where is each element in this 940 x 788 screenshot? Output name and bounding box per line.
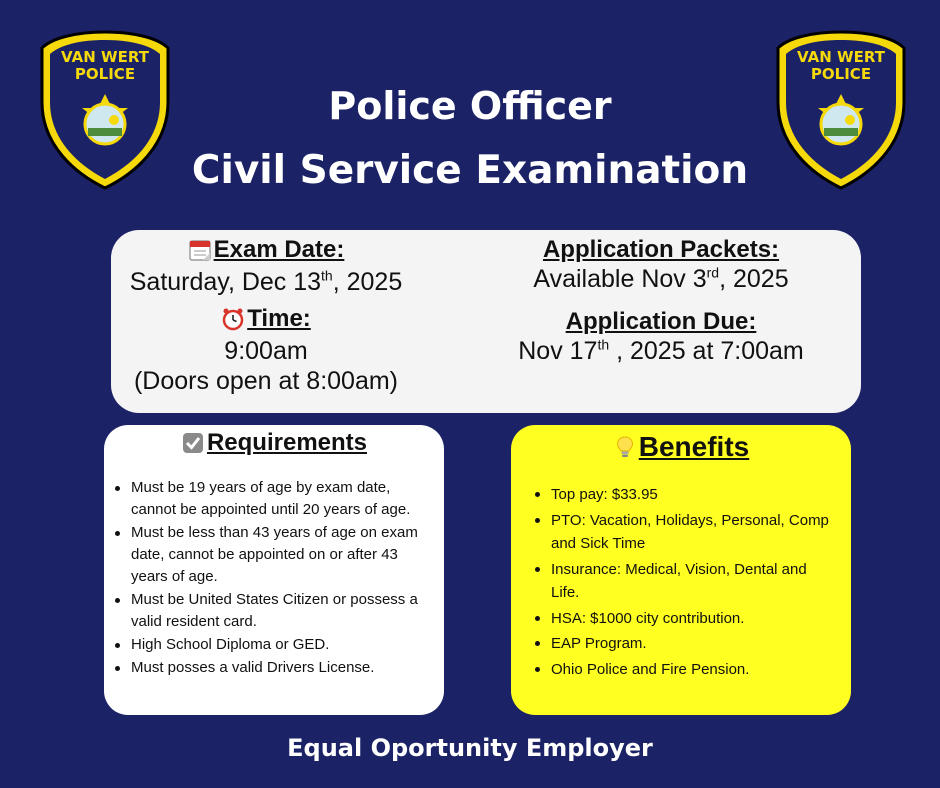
page-title-line1: Police Officer	[328, 84, 612, 128]
alarm-clock-icon	[221, 307, 245, 331]
time-header	[221, 305, 311, 333]
time-label: Time:	[247, 305, 311, 332]
doors-open-note: (Doors open at 8:00am)	[133, 367, 399, 395]
list-item: Must be 19 years of age by exam date, cannot be appointed until 20 years of age.	[131, 477, 420, 521]
checkbox-icon	[181, 431, 205, 455]
list-item: PTO: Vacation, Holidays, Personal, Comp and Sick Time	[551, 509, 831, 556]
page-title-line2: Civil Service Examination	[191, 148, 749, 193]
list-item: Ohio Police and Fire Pension.	[551, 658, 831, 682]
application-due-header: Application Due:	[565, 308, 757, 335]
lightbulb-icon	[613, 435, 637, 459]
footer-text: Equal Oportunity Employer	[287, 734, 653, 762]
application-due-value: Nov 17th , 2025 at 7:00am	[518, 336, 804, 365]
list-item: Must be United States Citizen or possess a valid resident card.	[131, 589, 420, 633]
application-packets-header: Application Packets:	[542, 236, 780, 263]
list-item: EAP Program.	[551, 632, 831, 656]
benefits-list	[551, 483, 831, 681]
application-packets-value: Available Nov 3rd, 2025	[533, 264, 789, 293]
list-item: High School Diploma or GED.	[131, 634, 420, 656]
exam-date-header	[188, 236, 345, 264]
badge-text-bottom: POLICE	[810, 65, 872, 83]
time-value: 9:00am	[224, 337, 308, 365]
requirements-title: Requirements	[104, 429, 444, 457]
list-item: HSA: $1000 city contribution.	[551, 607, 831, 631]
badge-text-top: VAN WERT	[797, 48, 885, 66]
list-item: Top pay: $33.95	[551, 483, 831, 507]
calendar-icon	[188, 238, 212, 262]
exam-info-card	[111, 230, 861, 413]
benefits-title: Benefits	[511, 431, 851, 463]
list-item: Must posses a valid Drivers License.	[131, 657, 420, 679]
exam-date-value: Saturday, Dec 13th, 2025	[129, 267, 403, 296]
exam-time-column	[111, 236, 421, 396]
badge-text-top: VAN WERT	[61, 48, 149, 66]
benefits-card	[511, 425, 851, 715]
badge-text-bottom: POLICE	[74, 65, 136, 83]
application-column	[501, 236, 821, 366]
requirements-card	[104, 425, 444, 715]
list-item: Must be less than 43 years of age on exam date, cannot be appointed on or after 43 years of age.	[131, 522, 420, 588]
requirements-list	[131, 477, 420, 679]
list-item: Insurance: Medical, Vision, Dental and Life.	[551, 558, 831, 605]
exam-date-label: Exam Date:	[213, 236, 345, 263]
